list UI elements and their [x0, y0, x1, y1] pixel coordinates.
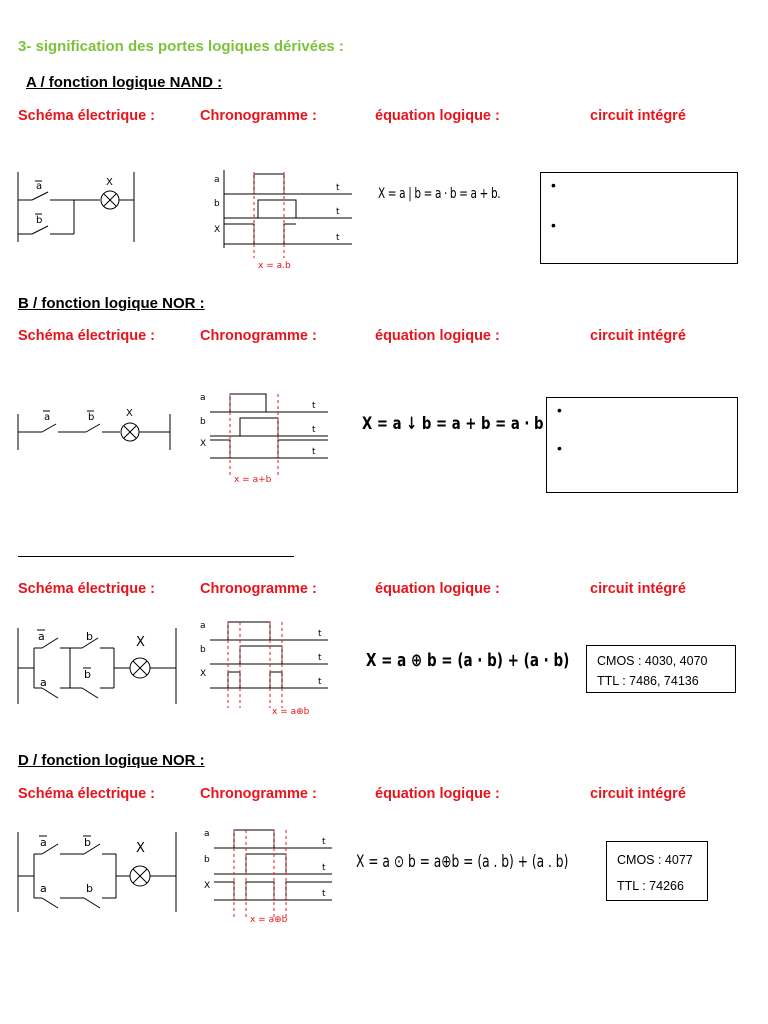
section-a-header-ic: circuit intégré [590, 108, 686, 124]
schematic-c-label-a2: a [40, 676, 47, 689]
chrono-d-label-a: a [204, 829, 210, 839]
section-c-header-equation: équation logique : [375, 581, 500, 597]
section-b-header-schema: Schéma électrique : [18, 328, 155, 344]
schematic-c-label-b2: b [84, 668, 91, 681]
chrono-b-caption: x = a+b [234, 475, 272, 485]
chrono-a-caption: x = a.b [258, 261, 291, 271]
schematic-a-label-x: X [106, 177, 113, 188]
section-b-header-equation: équation logique : [375, 328, 500, 344]
section-a-chronogram [212, 162, 362, 274]
section-d-schematic [12, 828, 182, 914]
section-d-equation: X = a ⊙ b = a⊕b = (a . b) + (a . b) [356, 852, 569, 872]
section-a-ic-bullet-2: • [551, 217, 556, 233]
chrono-a-label-a: a [214, 175, 220, 185]
chrono-d-t3: t [322, 889, 326, 899]
schematic-b-label-x: X [126, 408, 133, 419]
chrono-a-t2: t [336, 207, 340, 217]
schematic-d-label-b1: b [84, 836, 91, 849]
chrono-b-t3: t [312, 447, 316, 457]
section-b-chronogram [200, 386, 350, 486]
chrono-c-label-b: b [200, 645, 206, 655]
section-d-ic-cmos: CMOS : 4077 [617, 853, 693, 867]
section-d-chronogram [202, 822, 352, 926]
schematic-d-label-a2: a [40, 882, 47, 895]
section-c-ic-cmos: CMOS : 4030, 4070 [597, 654, 708, 668]
section-a-schematic [14, 172, 144, 244]
chrono-a-label-b: b [214, 199, 220, 209]
chrono-c-label-x: X [200, 669, 207, 679]
chrono-b-t1: t [312, 401, 316, 411]
chrono-a-t1: t [336, 183, 340, 193]
section-c-title-line [18, 556, 294, 557]
chrono-a-label-x: X [214, 225, 221, 235]
section-b-header-chrono: Chronogramme : [200, 328, 317, 344]
schematic-c-label-b1: b [86, 630, 93, 643]
section-a-header-schema: Schéma électrique : [18, 108, 155, 124]
section-b-header-ic: circuit intégré [590, 328, 686, 344]
schematic-a-label-b: b [36, 215, 43, 226]
section-c-schematic [12, 624, 182, 706]
schematic-c-label-x: X [136, 635, 145, 650]
chrono-d-caption: x = a⊕b [250, 915, 288, 925]
chrono-b-label-b: b [200, 417, 206, 427]
section-c-equation: X = a ⊕ b = (a · b) + (a · b) [366, 650, 570, 671]
section-b-schematic [14, 404, 174, 454]
section-a-ic-bullet-1: • [551, 177, 556, 193]
section-d-header-chrono: Chronogramme : [200, 786, 317, 802]
section-c-header-ic: circuit intégré [590, 581, 686, 597]
section-a-ic-box [540, 172, 738, 264]
chrono-b-t2: t [312, 425, 316, 435]
section-a-header-chrono: Chronogramme : [200, 108, 317, 124]
section-d-title: D / fonction logique NOR : [18, 752, 205, 769]
chrono-b-label-a: a [200, 393, 206, 403]
section-b-ic-bullet-2: • [557, 440, 562, 456]
chrono-a-t3: t [336, 233, 340, 243]
schematic-a-label-a: a [36, 181, 43, 192]
section-a-title: A / fonction logique NAND : [26, 74, 223, 91]
section-a-equation: X = a | b = a · b = a + b. [378, 186, 501, 202]
section-b-ic-bullet-1: • [557, 402, 562, 418]
schematic-d-label-b2: b [86, 882, 93, 895]
schematic-d-label-x: X [136, 841, 145, 856]
schematic-c-label-a1: a [38, 630, 45, 643]
schematic-d-label-a1: a [40, 836, 47, 849]
chrono-c-caption: x = a⊕b [272, 707, 310, 717]
section-d-ic-box [606, 841, 708, 901]
chrono-c-label-a: a [200, 621, 206, 631]
chrono-c-t1: t [318, 629, 322, 639]
section-b-ic-box [546, 397, 738, 493]
section-b-title: B / fonction logique NOR : [18, 295, 205, 312]
schematic-b-label-a: a [44, 412, 51, 423]
section-d-header-ic: circuit intégré [590, 786, 686, 802]
schematic-b-label-b: b [88, 412, 95, 423]
chrono-d-label-b: b [204, 855, 210, 865]
section-d-header-schema: Schéma électrique : [18, 786, 155, 802]
chrono-d-t1: t [322, 837, 326, 847]
section-c-chronogram [200, 618, 350, 718]
chrono-d-t2: t [322, 863, 326, 873]
section-d-header-equation: équation logique : [375, 786, 500, 802]
chrono-b-label-x: X [200, 439, 207, 449]
chrono-c-t3: t [318, 677, 322, 687]
section-a-header-equation: équation logique : [375, 108, 500, 124]
section-d-ic-ttl: TTL : 74266 [617, 879, 684, 893]
section-c-header-schema: Schéma électrique : [18, 581, 155, 597]
section-b-equation: X = a ↓ b = a + b = a · b [362, 414, 544, 434]
section-c-ic-box [586, 645, 736, 693]
section-c-header-chrono: Chronogramme : [200, 581, 317, 597]
section-title: 3- signification des portes logiques dérivées : [18, 38, 344, 55]
chrono-c-t2: t [318, 653, 322, 663]
section-c-ic-ttl: TTL : 7486, 74136 [597, 674, 699, 688]
chrono-d-label-x: X [204, 881, 211, 891]
